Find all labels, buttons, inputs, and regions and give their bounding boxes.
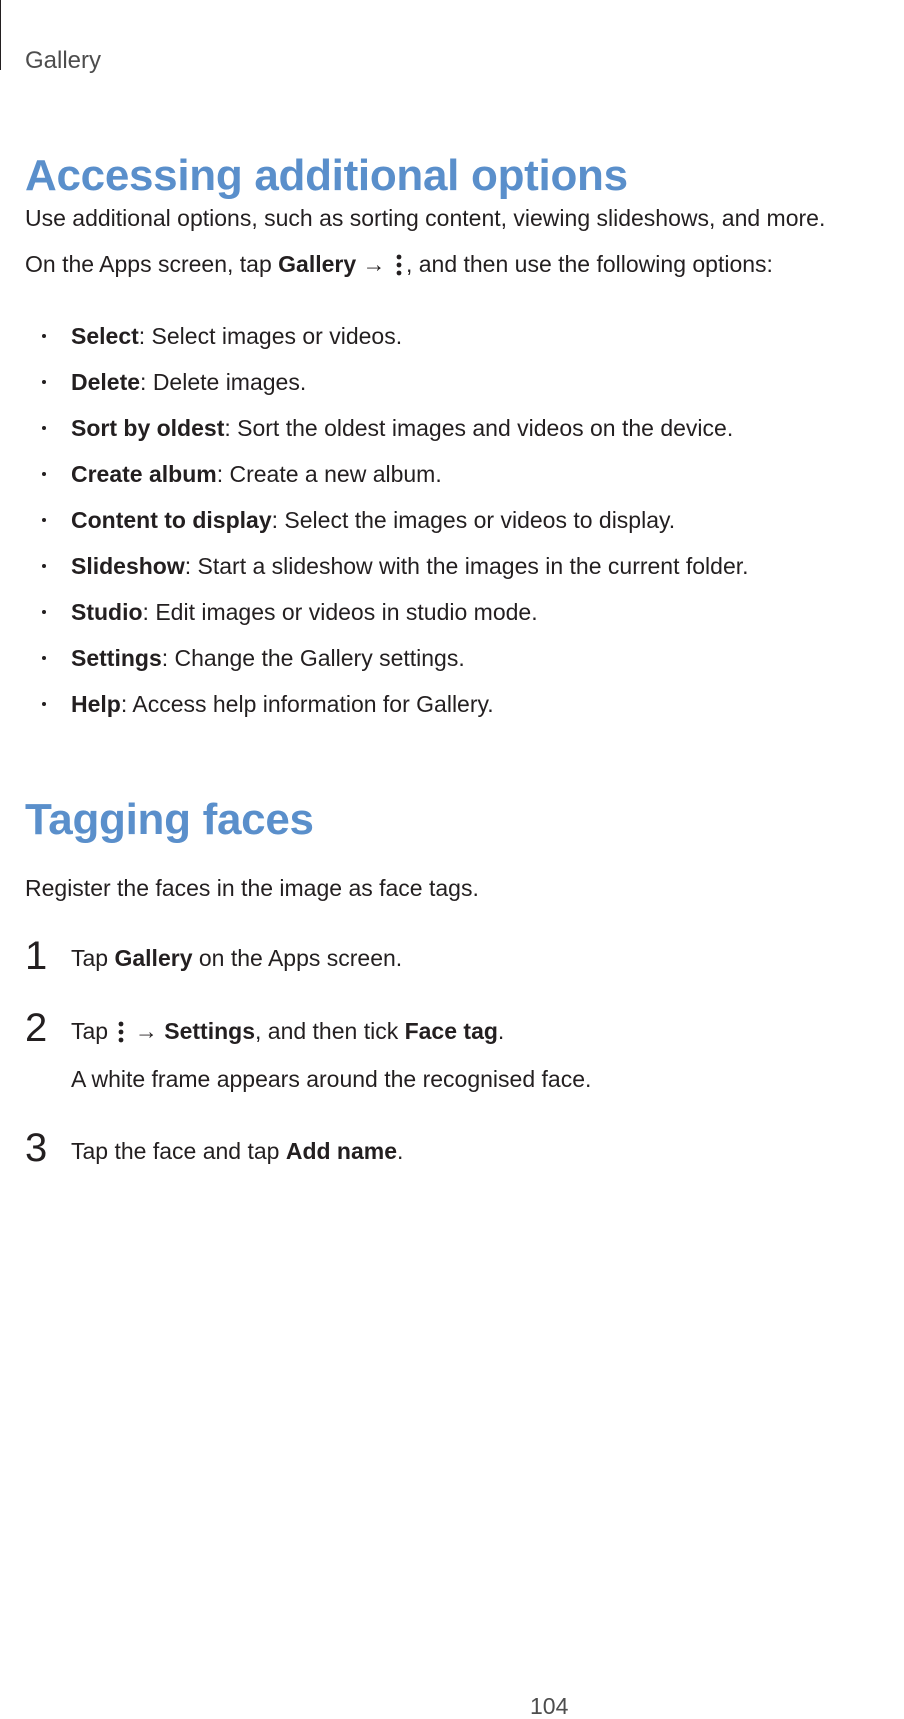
- section-title-additional-options: Accessing additional options: [25, 151, 628, 200]
- step-text: [71, 943, 402, 973]
- option-term: Select: [71, 323, 139, 349]
- list-item: [0, 689, 904, 719]
- list-item: [0, 459, 904, 489]
- option-term: Content to display: [71, 507, 272, 533]
- list-item: [0, 367, 904, 397]
- bullet-dot: [42, 564, 46, 568]
- bullet-dot: [42, 610, 46, 614]
- header-rule: [0, 0, 1, 70]
- instruction-line: [25, 249, 773, 279]
- step-number: 3: [25, 1126, 48, 1170]
- list-item: [0, 505, 904, 535]
- bullet-dot: [42, 702, 46, 706]
- step-bold: Add name: [285, 1138, 398, 1164]
- step-middle: , and then tick: [255, 1018, 405, 1044]
- option-term: Slideshow: [71, 553, 185, 579]
- option-term: Delete: [71, 369, 141, 395]
- kebab-menu-icon: [118, 1021, 124, 1043]
- step-bold: Gallery: [114, 945, 193, 971]
- option-term: Sort by oldest: [71, 415, 225, 441]
- instruction-arrow: →: [356, 251, 392, 277]
- step-number: 2: [25, 1006, 48, 1050]
- instruction-suffix: , and then use the following options:: [405, 251, 773, 277]
- step-prefix: Tap: [71, 1018, 115, 1044]
- list-item: [0, 551, 904, 581]
- option-term: Settings: [71, 645, 162, 671]
- step-text: [71, 1136, 403, 1166]
- bullet-dot: [42, 518, 46, 522]
- bullet-dot: [42, 334, 46, 338]
- option-term: Create album: [71, 461, 217, 487]
- step-number: 1: [25, 934, 48, 978]
- page-number: 104: [530, 1693, 569, 1719]
- option-desc: : Sort the oldest images and videos on the device.: [224, 415, 734, 441]
- option-desc: : Delete images.: [140, 369, 307, 395]
- step-suffix: .: [497, 1018, 505, 1044]
- option-term: Studio: [71, 599, 143, 625]
- bullet-dot: [42, 656, 46, 660]
- running-header: Gallery: [25, 47, 102, 74]
- bullet-dot: [42, 380, 46, 384]
- list-item: [0, 413, 904, 443]
- section-intro: Use additional options, such as sorting content, viewing slideshows, and more.: [25, 205, 826, 231]
- option-desc: : Change the Gallery settings.: [161, 645, 465, 671]
- step-suffix: on the Apps screen.: [192, 945, 403, 971]
- step-prefix: Tap the face and tap: [71, 1138, 286, 1164]
- section-intro: Register the faces in the image as face tags.: [25, 875, 479, 901]
- option-term: Help: [71, 691, 121, 717]
- step-prefix: Tap: [71, 945, 115, 971]
- instruction-app-name: Gallery: [278, 251, 357, 277]
- list-item: [0, 597, 904, 627]
- option-desc: : Select the images or videos to display.: [271, 507, 676, 533]
- option-desc: : Create a new album.: [216, 461, 442, 487]
- instruction-prefix: On the Apps screen, tap: [25, 251, 279, 277]
- list-item: [0, 643, 904, 673]
- option-desc: : Select images or videos.: [138, 323, 403, 349]
- bullet-dot: [42, 426, 46, 430]
- step-bold-secondary: Face tag: [404, 1018, 498, 1044]
- step-arrow: →: [128, 1018, 165, 1044]
- step-bold: Settings: [164, 1018, 255, 1044]
- list-item: [0, 321, 904, 351]
- option-desc: : Edit images or videos in studio mode.: [142, 599, 538, 625]
- option-desc: : Access help information for Gallery.: [120, 691, 494, 717]
- step-suffix: .: [397, 1138, 404, 1164]
- step-note: A white frame appears around the recognised face.: [71, 1066, 592, 1092]
- option-desc: : Start a slideshow with the images in the current folder.: [184, 553, 749, 579]
- kebab-menu-icon: [396, 254, 402, 276]
- bullet-dot: [42, 472, 46, 476]
- section-title-tagging-faces: Tagging faces: [25, 795, 314, 844]
- step-text: [71, 1016, 504, 1046]
